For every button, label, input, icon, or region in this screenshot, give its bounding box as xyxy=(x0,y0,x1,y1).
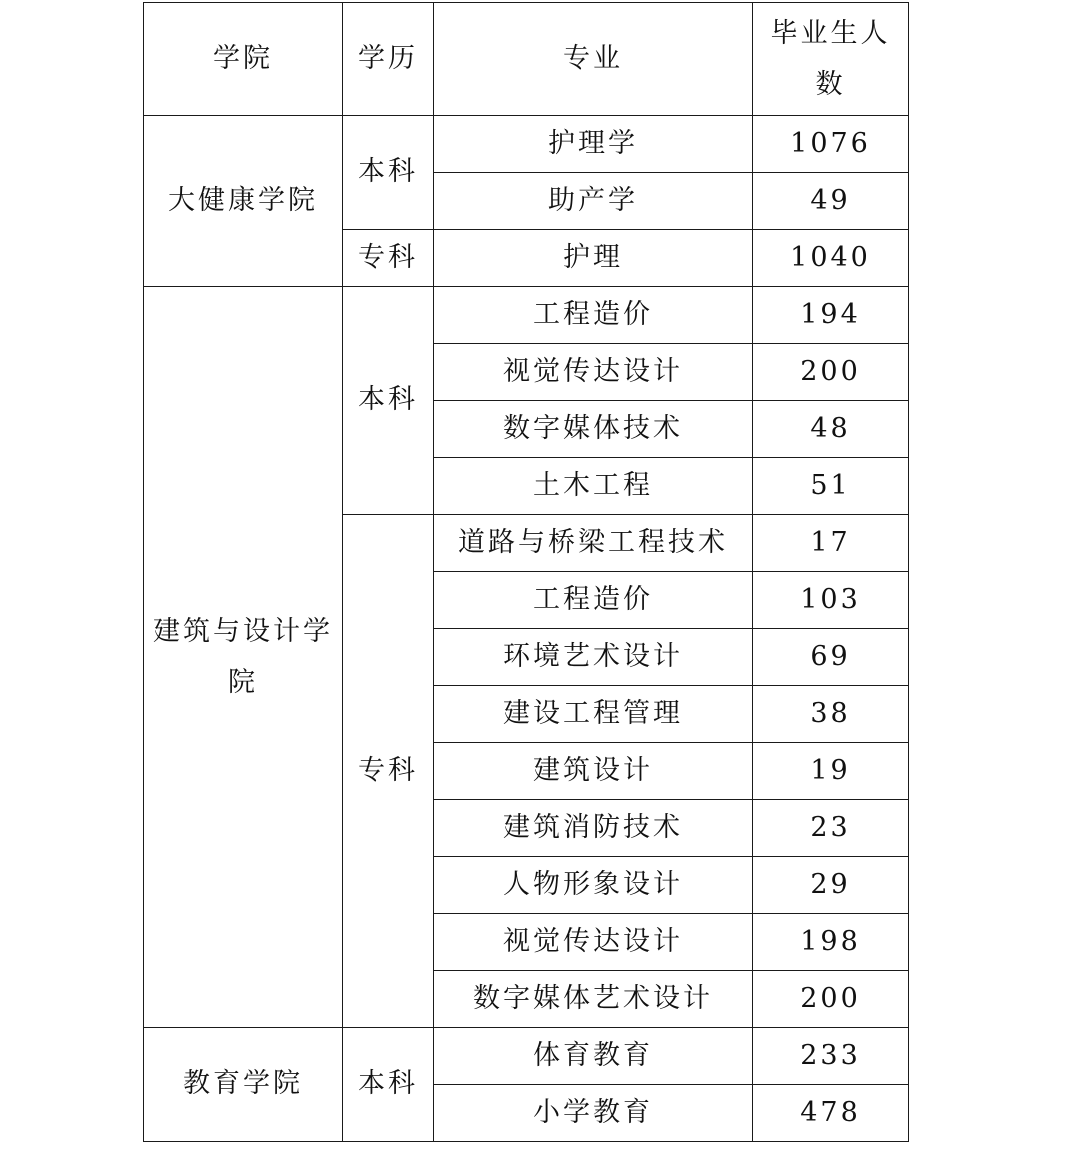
major-cell: 视觉传达设计 xyxy=(434,344,753,401)
count-cell: 19 xyxy=(753,743,909,800)
count-cell: 49 xyxy=(753,173,909,230)
college-cell: 教育学院 xyxy=(144,1028,343,1142)
count-cell: 38 xyxy=(753,686,909,743)
degree-cell: 本科 xyxy=(343,116,434,230)
header-row xyxy=(144,3,909,116)
count-cell: 200 xyxy=(753,971,909,1028)
major-cell: 环境艺术设计 xyxy=(434,629,753,686)
count-cell: 200 xyxy=(753,344,909,401)
major-cell: 工程造价 xyxy=(434,572,753,629)
count-cell: 233 xyxy=(753,1028,909,1085)
count-cell: 194 xyxy=(753,287,909,344)
graduates-table xyxy=(143,2,909,1142)
degree-cell: 本科 xyxy=(343,1028,434,1142)
degree-cell: 专科 xyxy=(343,230,434,287)
college-cell: 大健康学院 xyxy=(144,116,343,287)
major-cell: 体育教育 xyxy=(434,1028,753,1085)
count-cell: 1040 xyxy=(753,230,909,287)
major-cell: 建设工程管理 xyxy=(434,686,753,743)
major-cell: 小学教育 xyxy=(434,1085,753,1142)
degree-cell: 本科 xyxy=(343,287,434,515)
major-cell: 数字媒体技术 xyxy=(434,401,753,458)
major-cell: 数字媒体艺术设计 xyxy=(434,971,753,1028)
count-cell: 48 xyxy=(753,401,909,458)
count-cell: 103 xyxy=(753,572,909,629)
count-cell: 51 xyxy=(753,458,909,515)
count-cell: 1076 xyxy=(753,116,909,173)
count-cell: 29 xyxy=(753,857,909,914)
header-college: 学院 xyxy=(144,3,343,116)
major-cell: 助产学 xyxy=(434,173,753,230)
major-cell: 人物形象设计 xyxy=(434,857,753,914)
major-cell: 视觉传达设计 xyxy=(434,914,753,971)
count-cell: 17 xyxy=(753,515,909,572)
count-cell: 478 xyxy=(753,1085,909,1142)
header-major: 专业 xyxy=(434,3,753,116)
major-cell: 道路与桥梁工程技术 xyxy=(434,515,753,572)
header-degree: 学历 xyxy=(343,3,434,116)
major-cell: 土木工程 xyxy=(434,458,753,515)
count-cell: 69 xyxy=(753,629,909,686)
major-cell: 建筑设计 xyxy=(434,743,753,800)
college-cell: 建筑与设计学院 xyxy=(144,287,343,1028)
major-cell: 护理学 xyxy=(434,116,753,173)
major-cell: 建筑消防技术 xyxy=(434,800,753,857)
degree-cell: 专科 xyxy=(343,515,434,1028)
major-cell: 工程造价 xyxy=(434,287,753,344)
header-graduates: 毕业生人数 xyxy=(753,3,909,116)
table-row xyxy=(144,287,909,344)
count-cell: 198 xyxy=(753,914,909,971)
major-cell: 护理 xyxy=(434,230,753,287)
table-row xyxy=(144,116,909,173)
count-cell: 23 xyxy=(753,800,909,857)
table-row xyxy=(144,1028,909,1085)
